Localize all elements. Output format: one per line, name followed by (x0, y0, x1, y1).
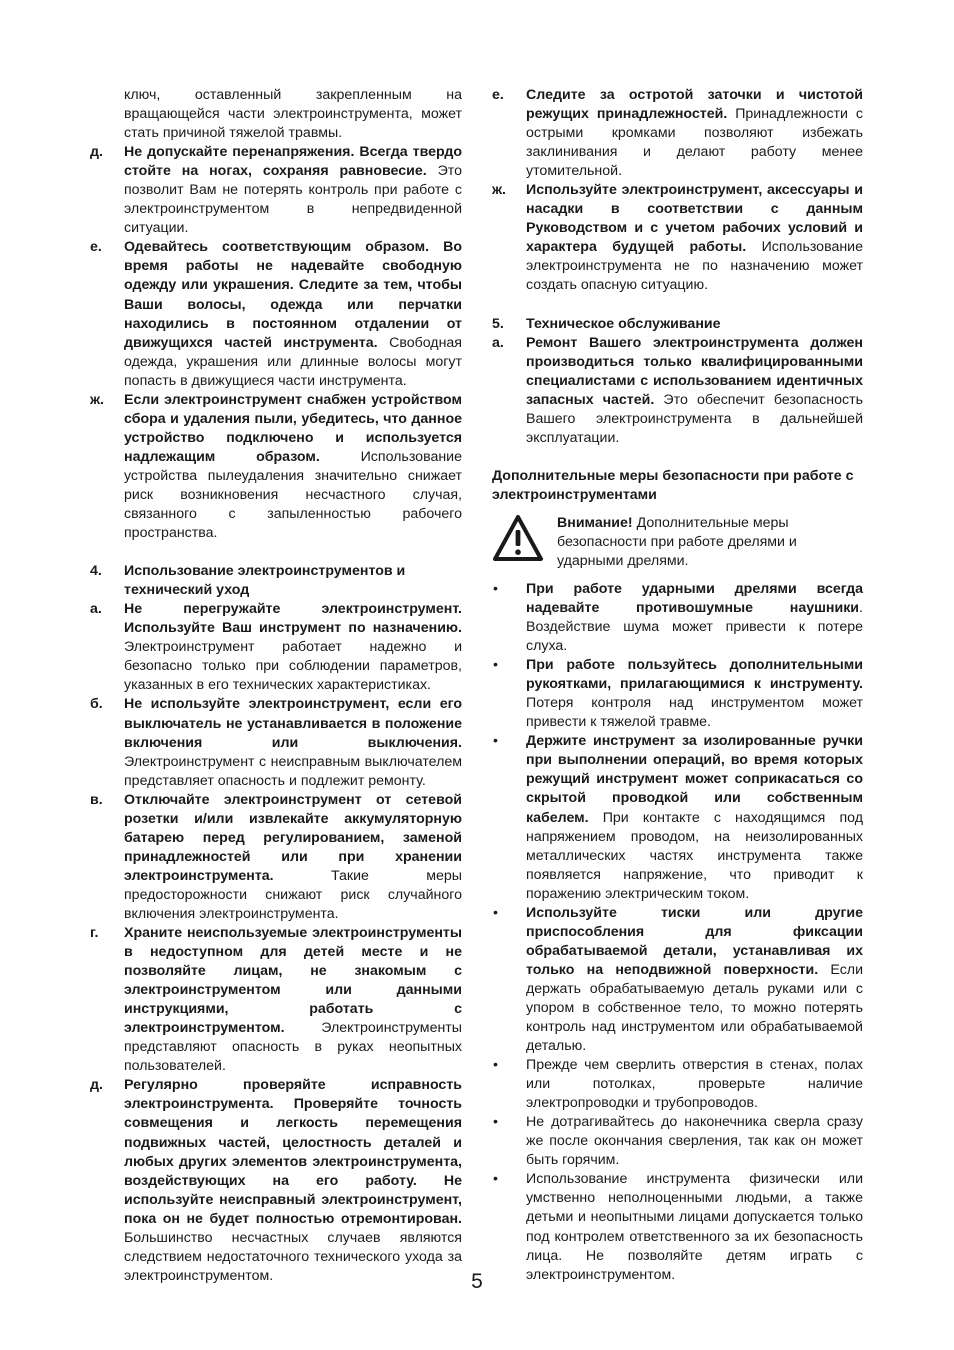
item-text: Электроинструменты представляют опасность в руках неопытных пользователей. (124, 1020, 462, 1075)
item-bold-text: Не перегружайте электроинструмент. Используйте Ваш инструмент по назначению. (124, 601, 462, 637)
list-item-a (90, 600, 462, 695)
bullet-item (492, 732, 863, 903)
item-marker: в. (90, 791, 103, 808)
additional-safety-heading: Дополнительные меры безопасности при работе с электроинструментами (492, 467, 854, 503)
section-4-title (90, 562, 462, 600)
item-bold-text: Не допускайте перенапряжения. Всегда твердо стойте на ногах, сохраняя равновесие. (124, 144, 462, 180)
item-marker: е. (90, 239, 102, 256)
item-bold-text: Одевайтесь соответствующим образом. Во время работы не надевайте свободную одежду или украшения. Следите за тем, чтобы Ваши волосы, одежда или перчатки находились в постоянном отдалении от движущихся частей инструмента. (124, 239, 462, 351)
item-marker: е. (492, 87, 504, 103)
section-title: Использование электроинструментов и технический уход (124, 563, 406, 599)
item-bold-text: Ремонт Вашего электроинструмента должен производиться только квалифицированными специалистами с использованием идентичных запасных частей. (526, 334, 863, 408)
right-column (492, 86, 863, 1285)
section-number: 5. (492, 315, 504, 332)
warning-triangle-icon (492, 514, 544, 562)
bullet-item (492, 1113, 863, 1170)
list-item-v (90, 791, 462, 924)
list-item-g (90, 924, 462, 1076)
warning-text: Дополнительные меры безопасности при работе дрелями и ударными дрелями. (557, 514, 797, 570)
section-number: 4. (90, 563, 102, 580)
item-text: Такие меры предосторожности снижают риск случайного включения электроинструмента. (124, 867, 462, 922)
list-item-b (90, 695, 462, 790)
item-text: Свободная одежда, украшения или длинные волосы могут попасть в движущиеся части инструмента. (124, 334, 462, 389)
bullet-text: При контакте с находящимся под напряжением проводом, на неизолированных металлических частях инструмента также появляется напряжение, что приводит к поражению электрическим током. (526, 809, 863, 902)
item-bold-text: Отключайте электроинструмент от сетевой розетки и/или извлекайте аккумуляторную батарею перед регулированием, заменой принадлежностей или при хранении электроинструмента. (124, 791, 462, 884)
bullet-item (492, 656, 863, 732)
bullet-item (492, 580, 863, 656)
item-marker: б. (90, 696, 103, 713)
item-bold-text: Следите за остротой заточки и чистотой режущих принадлежностей. (526, 87, 863, 123)
bullet-bold-text: При работе ударными дрелями всегда надевайте противошумные наушники (526, 580, 863, 616)
bullet-marker: • (493, 1057, 498, 1074)
item-text: Электроинструмент работает надежно и безопасно только при соблюдении параметров, указанных в его технических характеристиках. (124, 639, 462, 694)
item-text: Принадлежности с острыми кромками позволяют избежать заклинивания и делают работу менее утомительной. (526, 106, 863, 180)
bullet-marker: • (493, 1171, 498, 1188)
bullet-bold-text: Используйте тиски или другие приспособления для фиксации обрабатываемой детали, устанавливая их только на неподвижной поверхности. (526, 904, 863, 978)
section-5-title (492, 315, 863, 334)
item-marker: ж. (90, 391, 105, 408)
list-item-d2 (90, 1076, 462, 1286)
section-title: Техническое обслуживание (526, 315, 721, 332)
bullet-text: Прежде чем сверлить отверстия в стенах, полах или потолках, проверьте наличие электропроводки и трубопроводов. (526, 1057, 863, 1112)
bullet-item (492, 904, 863, 1056)
list-item-d (90, 143, 462, 238)
bullet-marker: • (493, 580, 498, 597)
warning-label: Внимание! (557, 514, 633, 531)
item-marker: а. (492, 334, 504, 351)
list-item-e (90, 238, 462, 390)
bullet-text: . Воздействие шума может привести к потере слуха. (526, 599, 863, 655)
item-marker: д. (90, 1077, 103, 1094)
warning-block (492, 514, 863, 574)
list-item-zh2 (492, 181, 863, 295)
item-bold-text: Регулярно проверяйте исправность электроинструмента. Проверяйте точность совмещения и легкость перемещения подвижных частей, целостность деталей и любых других элементов электроинструмента, воздействующих на его работу. Не используйте неисправный электроинструмент, пока он не будет полностью отремонтирован. (124, 1077, 462, 1227)
item-bold-text: Храните неиспользуемые электроинструменты в недоступном для детей месте и не позволяйте лицам, не знакомым с электроинструментом или данными инструкциями, работать с электроинструментом. (124, 925, 462, 1037)
bullet-marker: • (493, 1114, 498, 1131)
item-text: Электроинструмент с неисправным выключателем представляет опасность и подлежит ремонту. (124, 753, 462, 789)
bullet-bold-text: При работе пользуйтесь дополнительными рукоятками, прилагающимися к инструменту. (526, 657, 863, 693)
bullet-item (492, 1170, 863, 1284)
bullet-item (492, 1056, 863, 1113)
bullet-text: Использование инструмента физически или умственно неполноценными людьми, а также детьми и неопытными лицами допускается только под контролем ответственного за их безопасность лица. Не позволяйте детям играть с электроинструментом. (526, 1171, 863, 1283)
bullet-marker: • (493, 733, 498, 750)
bullet-bold-text: Держите инструмент за изолированные ручки при выполнении операций, во время которых режущий инструмент может соприкасаться со скрытой проводкой или собственным кабелем. (526, 733, 863, 826)
item-marker: д. (90, 144, 103, 161)
item-text: Большинство несчастных случаев являются следствием недостаточного технического ухода за электроинструментом. (124, 1229, 462, 1284)
item-bold-text: Используйте электроинструмент, аксессуары и насадки в соответствии с данным Руководством и с учетом рабочих условий и характера будущей работы. (526, 182, 863, 256)
list-item-e2 (492, 86, 863, 181)
item-marker: г. (90, 925, 99, 942)
bullet-text: Если держать обрабатываемую деталь руками или с упором в собственное тело, то можно потерять контроль над инструментом или обрабатываемой деталью. (526, 961, 864, 1055)
item-bold-text: Если электроинструмент снабжен устройством сбора и удаления пыли, убедитесь, что данное устройство подключено и используется надлежащим образом. (124, 391, 462, 465)
left-column (90, 86, 462, 1286)
item-marker: ж. (492, 182, 507, 199)
item-text: Использование устройства пылеудаления значительно снижает риск возникновения несчастного случая, связанного с запыленностью рабочего пространства. (124, 448, 462, 542)
paragraph-continuation: ключ, оставленный закрепленным на вращающейся части электроинструмента, может стать причиной тяжелой травмы. (124, 87, 462, 142)
bullet-text: Потеря контроля над инструментом может привести к тяжелой травме. (526, 695, 863, 731)
item-text: Это обеспечит безопасность Вашего электроинструмента в дальнейшей эксплуатации. (526, 391, 863, 446)
item-text: Это позволит Вам не потерять контроль при работе с электроинструментом в непредвиденной ситуации. (124, 163, 462, 237)
bullet-marker: • (493, 657, 498, 674)
item-text: Использование электроинструмента не по назначению может создать опасную ситуацию. (526, 239, 863, 294)
item-marker: а. (90, 601, 102, 618)
list-item-a5 (492, 334, 863, 448)
page-number: 5 (471, 1270, 483, 1293)
bullet-marker: • (493, 904, 498, 921)
list-item-zh (90, 391, 462, 543)
bullet-text: Не дотрагивайтесь до наконечника сверла сразу же после окончания сверления, так как он может быть горячим. (526, 1114, 863, 1169)
item-bold-text: Не используйте электроинструмент, если его выключатель не устанавливается в положение включения или выключения. (124, 696, 462, 751)
